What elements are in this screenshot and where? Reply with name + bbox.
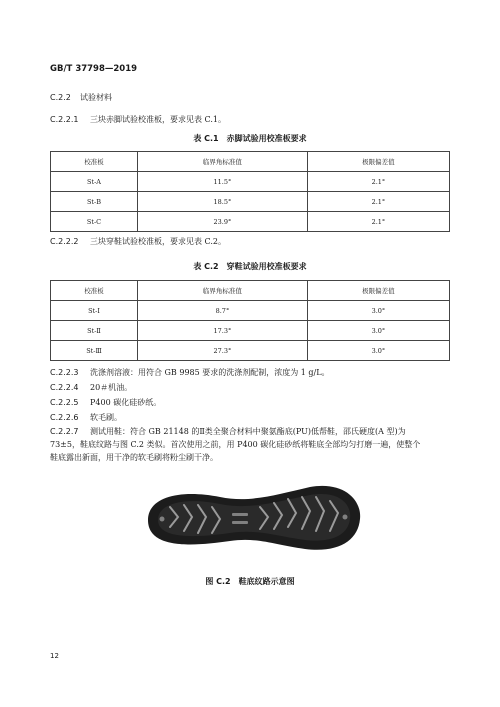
table-c2 xyxy=(50,280,450,361)
table-row xyxy=(51,212,450,232)
table-c1 xyxy=(50,151,450,232)
column-header: 校准板 xyxy=(51,152,138,172)
clause-c2-2-4 xyxy=(50,382,132,393)
table-cell: 18.5° xyxy=(138,192,308,212)
table-cell: 17.3° xyxy=(138,321,308,341)
clause-number: C.2.2.2 xyxy=(50,237,79,246)
clause-line: 73±5，鞋底纹路与图 C.2 类似。首次使用之前，用 P400 碳化硅砂纸将鞋底全部均匀打磨一遍，使整个 xyxy=(50,440,421,449)
section-title: 试验材料 xyxy=(80,93,112,102)
clause-number: C.2.2.5 xyxy=(50,398,79,407)
clause-number: C.2.2.1 xyxy=(50,115,79,124)
clause-text: 三块赤脚试验校准板，要求见表 C.1。 xyxy=(90,115,227,124)
table-cell: 11.5° xyxy=(138,172,308,192)
clause-number: C.2.2.3 xyxy=(50,368,79,377)
table-cell: St-Ⅰ xyxy=(51,301,138,321)
column-header: 极限偏差值 xyxy=(307,152,449,172)
clause-line: 鞋底露出新面，用干净的软毛刷将粉尘刷干净。 xyxy=(50,453,218,462)
standard-id-header: GB/T 37798—2019 xyxy=(50,64,138,74)
clause-text: 软毛刷。 xyxy=(90,413,122,422)
shoe-sole-image xyxy=(140,475,365,560)
table-header-row xyxy=(51,281,450,301)
table-c2-caption: 表 C.2 穿鞋试验用校准板要求 xyxy=(193,262,307,271)
clause-line xyxy=(50,425,450,438)
clause-c2-2-5 xyxy=(50,397,161,408)
column-header: 临界角标准值 xyxy=(138,281,308,301)
table-row xyxy=(51,321,450,341)
clause-c2-2-2 xyxy=(50,236,226,247)
section-heading xyxy=(50,92,112,103)
table-cell: 8.7° xyxy=(138,301,308,321)
table-row xyxy=(51,192,450,212)
table-cell: St-Ⅲ xyxy=(51,341,138,361)
table-cell: 3.0° xyxy=(307,301,449,321)
clause-c2-2-7 xyxy=(50,425,450,464)
table-cell: 23.9° xyxy=(138,212,308,232)
table-row xyxy=(51,172,450,192)
table-row xyxy=(51,301,450,321)
table-cell: St-C xyxy=(51,212,138,232)
table-cell: 3.0° xyxy=(307,341,449,361)
clause-text: 20＃机油。 xyxy=(90,383,133,392)
figure-caption: 图 C.2 鞋底纹路示意图 xyxy=(205,577,295,586)
clause-number: C.2.2.7 xyxy=(50,427,79,436)
clause-c2-2-1 xyxy=(50,114,226,125)
clause-text: 三块穿鞋试验校准板，要求见表 C.2。 xyxy=(90,237,227,246)
clause-text: 测试用鞋：符合 GB 21148 的Ⅱ类全聚合材料中聚氨酯底(PU)低帮鞋，邵氏硬度(A 型)为 xyxy=(90,427,406,436)
clause-number: C.2.2.6 xyxy=(50,413,79,422)
clause-c2-2-6 xyxy=(50,412,122,423)
table-cell: St-Ⅱ xyxy=(51,321,138,341)
table-cell: 27.3° xyxy=(138,341,308,361)
table-cell: 2.1° xyxy=(307,192,449,212)
table-cell: St-B xyxy=(51,192,138,212)
page-number: 12 xyxy=(50,652,59,660)
table-cell: 2.1° xyxy=(307,212,449,232)
table-c1-caption: 表 C.1 赤脚试验用校准板要求 xyxy=(193,134,307,143)
column-header: 校准板 xyxy=(51,281,138,301)
column-header: 临界角标准值 xyxy=(138,152,308,172)
clause-text: P400 碳化硅砂纸。 xyxy=(90,398,162,407)
table-cell: 3.0° xyxy=(307,321,449,341)
column-header: 极限偏差值 xyxy=(307,281,449,301)
table-cell: 2.1° xyxy=(307,172,449,192)
table-header-row xyxy=(51,152,450,172)
section-number: C.2.2 xyxy=(50,93,71,102)
table-row xyxy=(51,341,450,361)
table-cell: St-A xyxy=(51,172,138,192)
clause-text: 洗涤剂溶液：用符合 GB 9985 要求的洗涤剂配制，浓度为 1 g/L。 xyxy=(90,368,330,377)
clause-number: C.2.2.4 xyxy=(50,383,79,392)
clause-c2-2-3 xyxy=(50,367,330,378)
shoe-sole-figure xyxy=(140,475,365,560)
